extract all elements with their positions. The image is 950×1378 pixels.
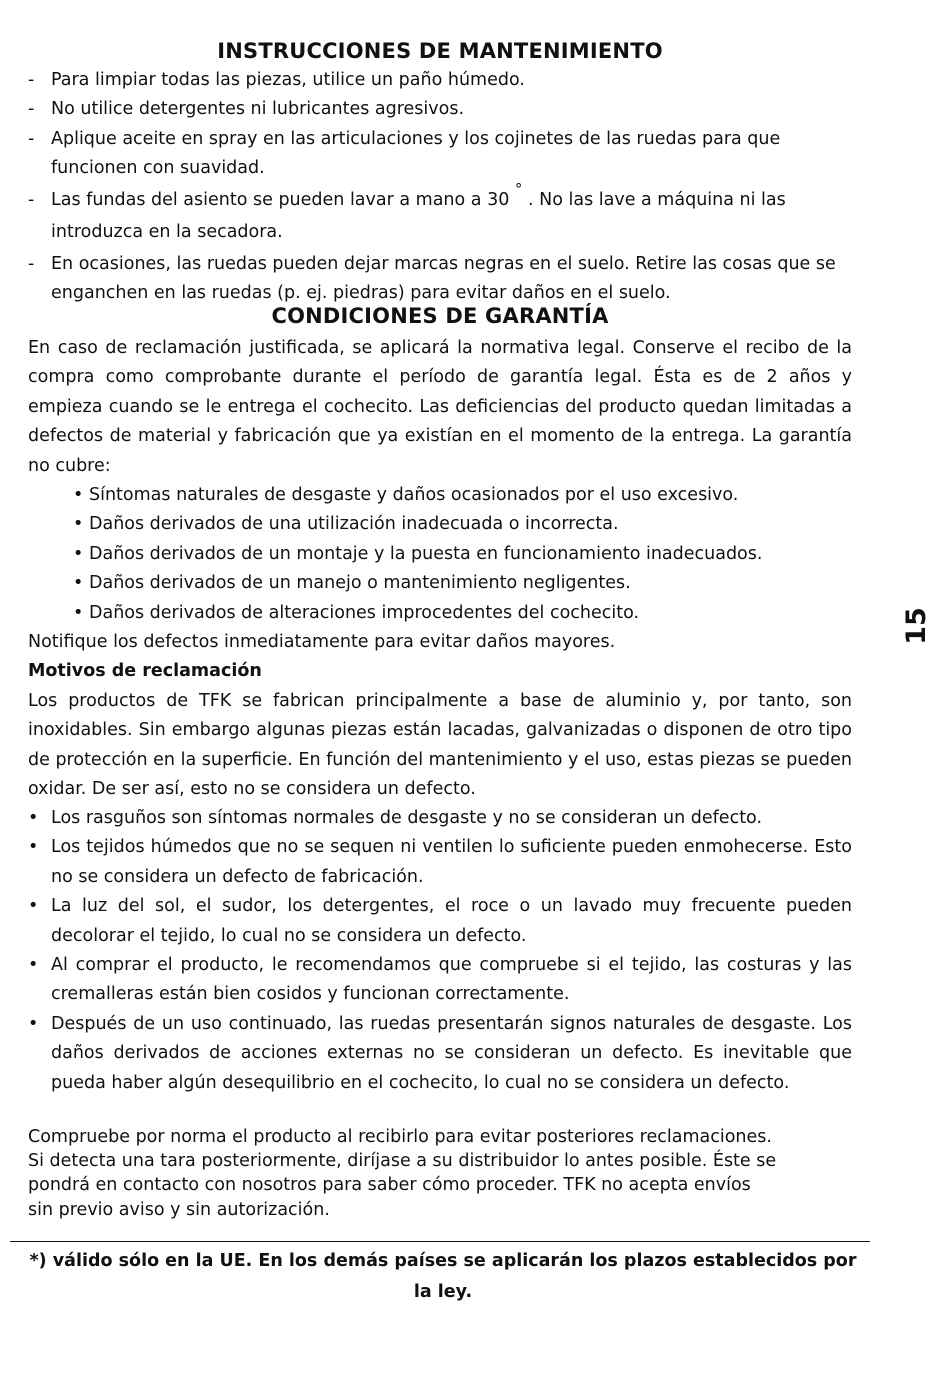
closing-line: Compruebe por norma el producto al recibirlo para evitar posteriores reclamaciones.: [28, 1127, 772, 1147]
list-item: • Daños derivados de un montaje y la puesta en funcionamiento inadecuados.: [73, 543, 763, 564]
list-item: • Después de un uso continuado, las ruedas presentarán signos naturales de desgaste. Los daños derivados de acciones externas no se consideran un defecto. Es inevitable que pueda haber algún desequilibrio en el cochecito, lo cual no se considera un defecto.: [28, 1013, 852, 1093]
list-item: • Los tejidos húmedos que no se sequen ni ventilen lo suficiente pueden enmohecerse. Esto no se considera un defecto de fabricación.: [28, 837, 852, 887]
claims-list: [28, 804, 852, 1098]
claims-title: Motivos de reclamación: [28, 661, 262, 681]
footnote: *) válido sólo en la UE. En los demás países se aplicarán los plazos establecidos por la ley.: [29, 1251, 857, 1302]
list-item: • La luz del sol, el sudor, los detergentes, el roce o un lavado muy frecuente pueden decolorar el tejido, lo cual no se considera un defecto.: [28, 896, 852, 946]
list-item: • Daños derivados de una utilización inadecuada o incorrecta.: [73, 514, 619, 535]
list-item: - En ocasiones, las ruedas pueden dejar marcas negras en el suelo. Retire las cosas que se enganchen en las ruedas (p. ej. piedras) para evitar daños en el suelo.: [28, 253, 836, 304]
claims-closing: [28, 1125, 858, 1222]
list-item: • Daños derivados de un manejo o mantenimiento negligentes.: [73, 573, 631, 594]
warranty-exclusions: [73, 481, 863, 628]
claims-intro: Los productos de TFK se fabrican principalmente a base de aluminio y, por tanto, son inoxidables. Sin embargo algunas piezas están lacadas, galvanizadas o disponen de otro tipo de protección en la superficie. En función del mantenimiento y el uso, estas piezas se pueden oxidar. De ser así, esto no se considera un defecto.: [28, 691, 852, 800]
warranty-intro: En caso de reclamación justificada, se aplicará la normativa legal. Conserve el recibo de la compra como comprobante durante el período de garantía legal. Ésta es de 2 años y empieza cuando se le entrega el cochecito. Las deficiencias del producto quedan limitadas a defectos de material y fabricación que ya existían en el momento de la entrega. La garantía no cubre:: [28, 338, 852, 476]
closing-line: Si detecta una tara posteriormente, diríjase a su distribuidor lo antes posible. Éste se: [28, 1151, 777, 1172]
list-item: - No utilice detergentes ni lubricantes agresivos.: [28, 99, 465, 120]
warranty-notify: Notifique los defectos inmediatamente para evitar daños mayores.: [28, 632, 616, 652]
page-number: 15: [900, 607, 932, 645]
list-item: • Síntomas naturales de desgaste y daños ocasionados por el uso excesivo.: [73, 485, 739, 505]
maintenance-title: INSTRUCCIONES DE MANTENIMIENTO: [217, 39, 663, 63]
maintenance-list: [28, 66, 858, 308]
closing-line: sin previo aviso y sin autorización.: [28, 1199, 330, 1220]
list-item: • Daños derivados de alteraciones improcedentes del cochecito.: [73, 602, 640, 623]
warranty-title: CONDICIONES DE GARANTÍA: [271, 304, 609, 328]
footnote-divider: [10, 1241, 870, 1242]
list-item: - Las fundas del asiento se pueden lavar a mano a 30 ° . No las lave a máquina ni las introduzca en la secadora.: [28, 179, 786, 242]
closing-line: pondrá en contacto con nosotros para saber cómo proceder. TFK no acepta envíos: [28, 1175, 751, 1196]
list-item: - Para limpiar todas las piezas, utilice un paño húmedo.: [28, 70, 525, 90]
list-item: • Al comprar el producto, le recomendamos que compruebe si el tejido, las costuras y las cremalleras están bien cosidos y funcionan correctamente.: [28, 955, 852, 1005]
list-item: • Los rasguños son síntomas normales de desgaste y no se consideran un defecto.: [28, 808, 763, 828]
list-item: - Aplique aceite en spray en las articulaciones y los cojinetes de las ruedas para que funcionen con suavidad.: [28, 128, 781, 179]
